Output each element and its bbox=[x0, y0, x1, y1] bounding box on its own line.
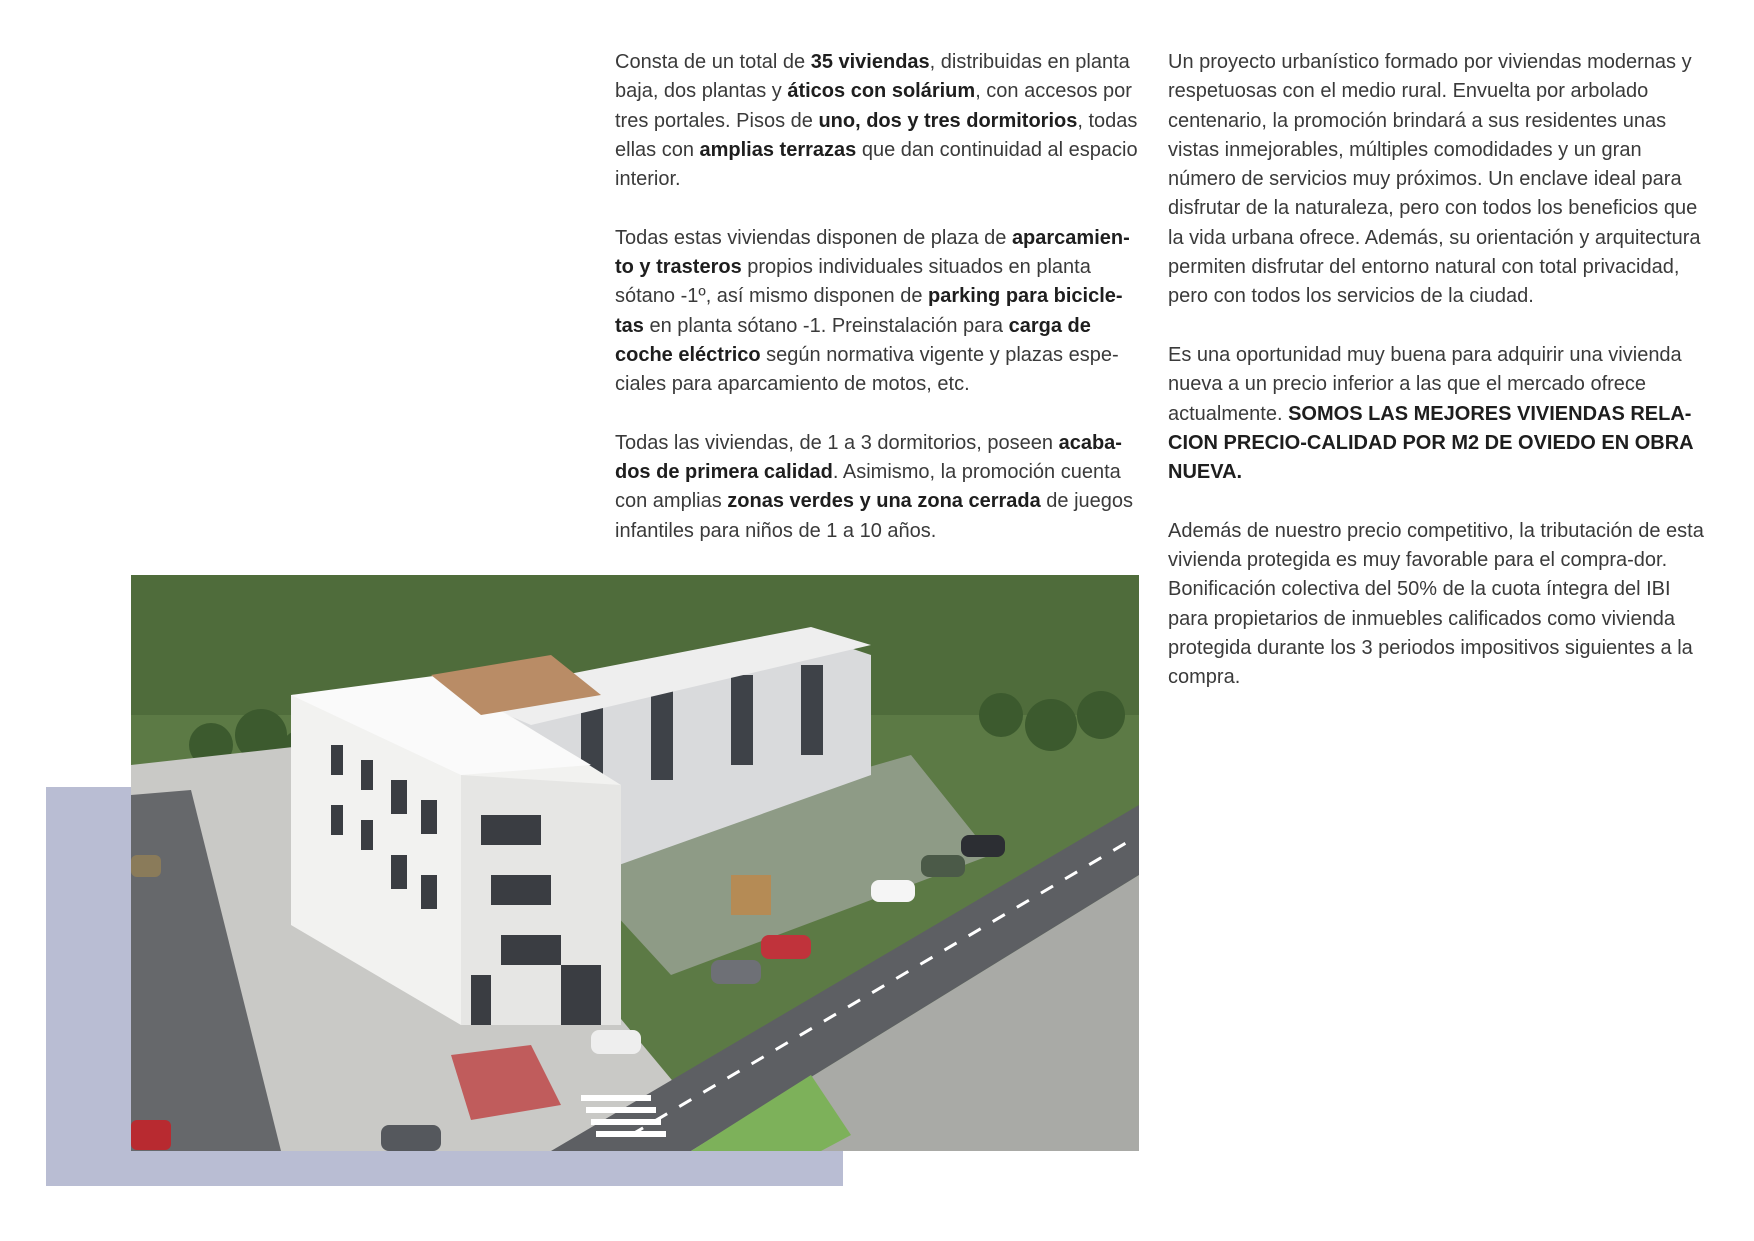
bold-text-run: áticos con solárium bbox=[787, 80, 976, 103]
bold-text-run: acaba-dos de primera calidad bbox=[615, 431, 1122, 484]
bold-text-run: aparcamien-to y trasteros bbox=[615, 226, 1130, 279]
text-run: Un proyecto urbanístico formado por viviendas modernas y respetuosas con el medio rural. Envuelta por arbolado centenario, la promoción brindará a sus residentes unas vistas inmejorables, múltiples comodidades y un gran número de servicios muy próximos. Un enclave ideal para disfrutar de la naturaleza, pero con todos los beneficios que la vida urbana ofrece. Además, su orientación y arquitectura permiten disfrutar del entorno natural con total privacidad, pero con todos los servicios de la ciudad. bbox=[1168, 51, 1701, 308]
text-run: en planta sótano -1. Preinstalación para bbox=[643, 314, 1009, 337]
bold-text-run: uno, dos y tres dormitorios bbox=[818, 109, 1078, 132]
text-run: . Asimismo, la promoción cuenta con amplias bbox=[615, 461, 1121, 513]
bold-text-run: zonas verdes y una zona cerrada bbox=[727, 490, 1041, 513]
text-run: , con accesos por tres portales. Pisos de bbox=[615, 80, 1132, 132]
text-run: , todas ellas con bbox=[615, 109, 1138, 161]
middle-text-column bbox=[615, 48, 1145, 575]
bold-text-run: carga de coche eléctrico bbox=[615, 314, 1091, 366]
paragraph bbox=[615, 48, 1145, 194]
text-run: Todas las viviendas, de 1 a 3 dormitorios, poseen bbox=[615, 431, 1059, 454]
building-render-image bbox=[131, 575, 1139, 1151]
text-run: que dan continuidad al espacio interior. bbox=[615, 138, 1138, 191]
bold-text-run: parking para bicicle-tas bbox=[615, 285, 1123, 337]
text-run: según normativa vigente y plazas espe-ciales para aparcamiento de motos, etc. bbox=[615, 343, 1119, 396]
paragraph bbox=[1168, 517, 1708, 693]
right-text-column bbox=[1168, 48, 1708, 722]
text-run: , distribuidas en planta baja, dos plantas y bbox=[615, 51, 1130, 103]
bold-text-run: SOMOS LAS MEJORES VIVIENDAS RELA-CION PRECIO-CALIDAD POR M2 DE OVIEDO EN OBRA NUEVA. bbox=[1168, 402, 1693, 484]
paragraph bbox=[615, 224, 1145, 400]
paragraph bbox=[1168, 341, 1708, 487]
bold-text-run: 35 viviendas bbox=[810, 51, 930, 73]
text-run: Todas estas viviendas disponen de plaza de bbox=[615, 226, 1012, 249]
paragraph bbox=[615, 429, 1145, 546]
bold-text-run: amplias terrazas bbox=[699, 138, 857, 161]
text-run: de juegos infantiles para niños de 1 a 10 años. bbox=[615, 490, 1134, 542]
paragraph bbox=[1168, 48, 1708, 312]
text-run: Es una oportunidad muy buena para adquirir una vivienda nueva a un precio inferior a las que el mercado ofrece actualmente. bbox=[1168, 343, 1682, 425]
text-run: Además de nuestro precio competitivo, la tributación de esta vivienda protegida es muy favorable para el compra-dor. Bonificación colectiva del 50% de la cuota íntegra del IBI para propietarios de inmuebles calificados como vivienda protegida durante los 3 periodos impositivos siguientes a la compra. bbox=[1168, 519, 1704, 689]
text-run: Consta de un total de bbox=[615, 51, 811, 73]
text-run: propios individuales situados en planta sótano -1º, así mismo disponen de bbox=[615, 256, 1091, 308]
